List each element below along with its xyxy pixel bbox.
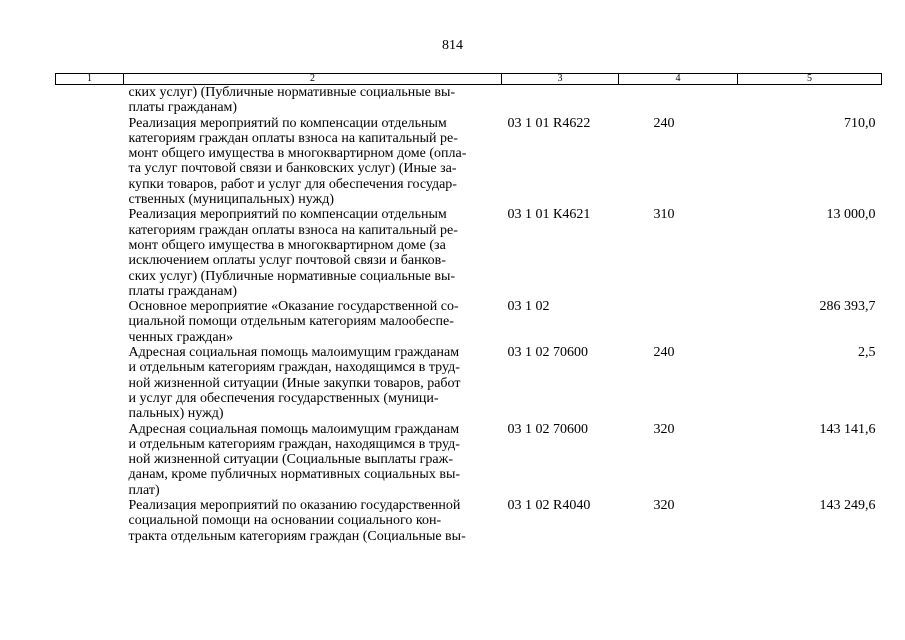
- table-row: [56, 116, 882, 208]
- row-name-line: платы гражданам): [128, 283, 238, 299]
- row-number-cell: [56, 85, 124, 116]
- row-name-line: и отдельным категориям граждан, находящимся в труд-: [128, 360, 460, 376]
- row-amount-cell: 2,5: [858, 345, 876, 361]
- row-name-line: Реализация мероприятий по компенсации отдельным: [128, 207, 447, 223]
- column-header-2: 2: [124, 74, 502, 85]
- row-code-cell: 03 1 02 R4040: [507, 498, 591, 514]
- row-name-cell: [124, 422, 502, 498]
- row-name-line: ной жизненной ситуации (Иные закупки товаров, работ: [128, 375, 461, 391]
- row-name-cell: [124, 207, 502, 299]
- row-name-cell: [124, 345, 502, 421]
- row-code-cell: 03 1 01 К4621: [507, 207, 591, 223]
- row-name-line: данам, кроме публичных нормативных социальных вы-: [128, 467, 461, 483]
- row-name-line: исключением оплаты услуг почтовой связи и банков-: [128, 253, 446, 269]
- row-name-line: плат): [128, 482, 160, 498]
- row-number-cell: [56, 422, 124, 498]
- row-name-line: пальных) нужд): [128, 406, 224, 422]
- row-name-line: категориям граждан оплаты взноса на капитальный ре-: [128, 130, 458, 146]
- row-expense-type-cell: 240: [653, 345, 675, 361]
- row-name-line: ченных граждан»: [128, 329, 234, 345]
- row-name-line: ственных (муниципальных) нужд): [128, 192, 334, 208]
- table-row: [56, 207, 882, 299]
- column-header-4: 4: [619, 74, 738, 85]
- row-name-line: ских услуг) (Публичные нормативные социальные вы-: [128, 85, 456, 100]
- row-name-line: и отдельным категориям граждан, находящимся в труд-: [128, 436, 460, 452]
- row-name-cell: [124, 498, 502, 544]
- row-name-line: платы гражданам): [128, 100, 238, 116]
- row-name-line: монт общего имущества в многоквартирном доме (за: [128, 237, 446, 253]
- row-amount-cell: 710,0: [844, 115, 876, 131]
- row-amount-cell: 143 141,6: [819, 421, 876, 437]
- row-expense-type-cell: [619, 85, 738, 116]
- row-name-line: Реализация мероприятий по оказанию государственной: [128, 498, 461, 514]
- row-code-cell: 03 1 02: [507, 299, 550, 315]
- row-name-line: ских услуг) (Публичные нормативные социальные вы-: [128, 268, 456, 284]
- row-name-line: монт общего имущества в многоквартирном доме (опла-: [128, 146, 467, 162]
- row-number-cell: [56, 299, 124, 345]
- row-code-cell: 03 1 02 70600: [507, 345, 588, 361]
- header-row: [56, 74, 882, 85]
- row-name-line: ной жизненной ситуации (Социальные выплаты граж-: [128, 452, 453, 468]
- row-name-line: Адресная социальная помощь малоимущим гражданам: [128, 345, 460, 361]
- row-expense-type-cell: 310: [653, 207, 675, 223]
- row-amount-cell: 143 249,6: [819, 498, 876, 514]
- row-name-line: Адресная социальная помощь малоимущим гражданам: [128, 421, 460, 437]
- row-expense-type-cell: 320: [653, 421, 675, 437]
- row-name-line: циальной помощи отдельным категориям малообеспе-: [128, 314, 454, 330]
- row-number-cell: [56, 345, 124, 421]
- row-name-cell: [124, 116, 502, 208]
- row-name-cell: [124, 85, 502, 116]
- table-row: [56, 85, 882, 116]
- row-name-line: Основное мероприятие «Оказание государственной со-: [128, 299, 459, 315]
- row-amount-cell: 286 393,7: [819, 299, 876, 315]
- budget-table: [55, 73, 882, 544]
- table-row: [56, 498, 882, 544]
- table-row: [56, 299, 882, 345]
- row-name-line: и услуг для обеспечения государственных (муници-: [128, 390, 439, 406]
- row-name-line: та услуг почтовой связи и банковских услуг) (Иные за-: [128, 161, 457, 177]
- row-number-cell: [56, 207, 124, 299]
- table-row: [56, 422, 882, 498]
- row-name-line: тракта отдельным категориям граждан (Социальные вы-: [128, 528, 466, 544]
- row-name-line: социальной помощи на основании социального кон-: [128, 513, 442, 529]
- row-code-cell: [502, 85, 619, 116]
- row-amount-cell: 13 000,0: [826, 207, 876, 223]
- row-number-cell: [56, 116, 124, 208]
- column-header-5: 5: [738, 74, 882, 85]
- table-row: [56, 345, 882, 421]
- row-name-cell: [124, 299, 502, 345]
- page-number: 814: [442, 38, 463, 53]
- row-expense-type-cell: [619, 299, 738, 345]
- row-name-line: купки товаров, работ и услуг для обеспечения государ-: [128, 176, 457, 192]
- row-code-cell: 03 1 01 R4622: [507, 115, 591, 131]
- column-header-1: 1: [56, 74, 124, 85]
- row-expense-type-cell: 320: [653, 498, 675, 514]
- row-name-line: категориям граждан оплаты взноса на капитальный ре-: [128, 222, 458, 238]
- row-expense-type-cell: 240: [653, 115, 675, 131]
- row-number-cell: [56, 498, 124, 544]
- column-header-3: 3: [502, 74, 619, 85]
- row-name-line: Реализация мероприятий по компенсации отдельным: [128, 115, 447, 131]
- row-code-cell: 03 1 02 70600: [507, 421, 588, 437]
- row-amount-cell: [738, 85, 882, 116]
